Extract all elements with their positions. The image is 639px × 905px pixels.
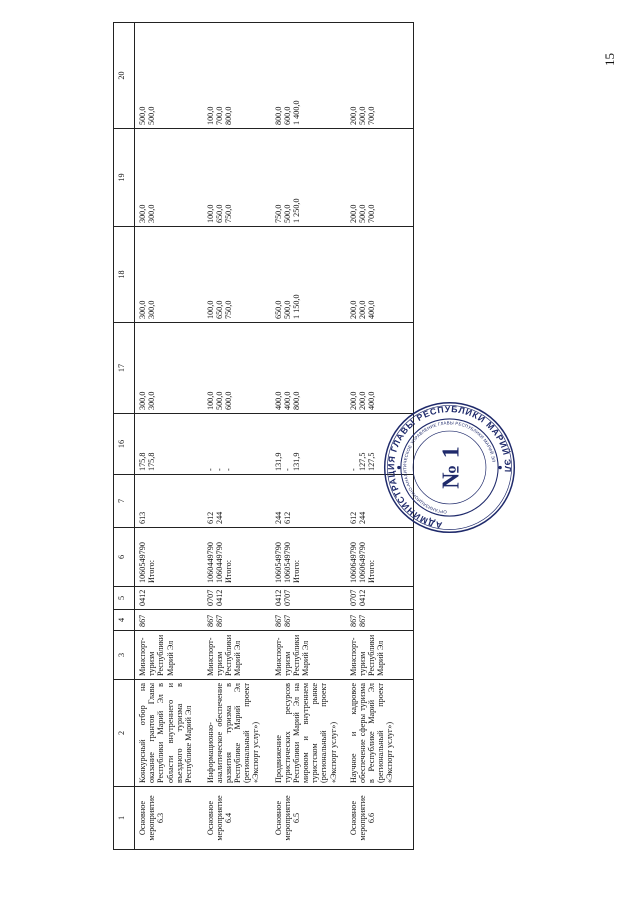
amount-value: 400,0: [366, 300, 376, 319]
total-label: Итого:: [291, 560, 301, 583]
code-value: 244: [357, 511, 367, 524]
amount-value: 400,0: [282, 391, 292, 410]
code-vr-cell: [135, 475, 203, 528]
amount-value: 300,0: [138, 391, 147, 410]
header-row: [114, 23, 135, 850]
code-csr-cell: [203, 528, 271, 587]
amount-value: 100,0: [205, 106, 215, 125]
header-col-6: 6: [114, 528, 135, 587]
code-value: 0707: [282, 589, 292, 606]
amount-value: 800,0: [273, 106, 283, 125]
total-label: Итого:: [223, 560, 233, 583]
code-value: 1060649790: [357, 542, 367, 583]
amount-value: 600,0: [223, 391, 233, 410]
code-grbs-cell: [271, 610, 346, 631]
amount-value: 127,5: [357, 452, 367, 471]
amount-value: 100,0: [205, 204, 215, 223]
total-label: Итого:: [147, 560, 157, 583]
code-grbs-cell: [203, 610, 271, 631]
amount-value: 300,0: [147, 391, 157, 410]
code-value: 867: [357, 614, 367, 627]
amount-18-cell: [135, 227, 203, 323]
measure-cell: Основное мероприятие 6.4: [203, 787, 271, 850]
page-number: 15: [602, 53, 617, 66]
code-value: 244: [273, 511, 283, 524]
code-value: 612: [282, 511, 292, 524]
code-vr-cell: [271, 475, 346, 528]
amount-value: 1 150,0: [291, 294, 301, 319]
amount-value: 750,0: [223, 300, 233, 319]
code-grbs-cell: [346, 610, 414, 631]
amount-16-cell: [135, 414, 203, 475]
code-csr-cell: [135, 528, 203, 587]
amount-value: 650,0: [214, 204, 224, 223]
amount-value: 300,0: [138, 300, 147, 319]
code-rzpr-cell: [203, 587, 271, 610]
code-value: 613: [138, 511, 147, 524]
header-col-5: 5: [114, 587, 135, 610]
header-col-7: 7: [114, 475, 135, 528]
amount-value: 300,0: [147, 204, 157, 223]
executor-cell: Минспорт-туризм Республики Марий Эл: [135, 631, 203, 680]
amount-17-cell: [135, 323, 203, 414]
amount-value: 600,0: [282, 106, 292, 125]
description-cell: Информационно-аналитическое обеспечение развития туризма в Республике Марий Эл (региональный проект «Экспорт услуг»): [203, 680, 271, 787]
amount-value: 500,0: [138, 106, 147, 125]
amount-value: 500,0: [147, 106, 157, 125]
code-value: 1060449790: [214, 542, 224, 583]
amount-20-cell: [135, 23, 203, 129]
code-value: 867: [348, 614, 358, 627]
official-seal-stamp: [382, 400, 517, 535]
code-value: 0707: [348, 589, 358, 606]
amount-16-cell: [271, 414, 346, 475]
amount-value: 400,0: [366, 391, 376, 410]
amount-value: 650,0: [214, 300, 224, 319]
executor-cell: Минспорт-туризм Республики Марий Эл: [203, 631, 271, 680]
code-value: 1060549790: [282, 542, 292, 583]
code-value: 867: [214, 614, 224, 627]
amount-value: 200,0: [348, 204, 358, 223]
executor-cell: Минспорт-туризм Республики Марий Эл: [271, 631, 346, 680]
code-value: 0412: [138, 589, 147, 606]
amount-value: 200,0: [357, 300, 367, 319]
code-vr-cell: [203, 475, 271, 528]
description-cell: Конкурсный отбор на оказание грантов Главы Республики Марий Эл в области внутреннего и въездного туризма в Республике Марий Эл: [135, 680, 203, 787]
header-col-1: 1: [114, 787, 135, 850]
amount-value: -: [205, 468, 215, 471]
amount-value: 200,0: [348, 106, 358, 125]
code-value: 1060649790: [348, 542, 358, 583]
code-rzpr-cell: [135, 587, 203, 610]
amount-value: 750,0: [223, 204, 233, 223]
header-col-19: 19: [114, 129, 135, 227]
amount-value: 300,0: [138, 204, 147, 223]
amount-19-cell: [135, 129, 203, 227]
amount-18-cell: [203, 227, 271, 323]
code-value: 1060549790: [138, 542, 147, 583]
header-col-18: 18: [114, 227, 135, 323]
amount-value: 175,8: [147, 452, 157, 471]
table-row: [203, 23, 271, 850]
code-value: 867: [282, 614, 292, 627]
code-value: 867: [273, 614, 283, 627]
table-row: [135, 23, 203, 850]
amount-value: 800,0: [223, 106, 233, 125]
amount-value: 175,8: [138, 452, 147, 471]
seal-inner-text: ОРГАНИЗАЦИОННО-АНАЛИТИЧЕСКОЕ УПРАВЛЕНИЕ ГЛАВЫ РЕСПУБЛИКИ МАРИЙ ЭЛ: [402, 420, 497, 515]
amount-20-cell: [203, 23, 271, 129]
header-col-16: 16: [114, 414, 135, 475]
amount-value: 500,0: [282, 300, 292, 319]
header-col-17: 17: [114, 323, 135, 414]
amount-value: 400,0: [273, 391, 283, 410]
code-value: 0707: [205, 589, 215, 606]
amount-20-cell: [346, 23, 414, 129]
code-value: 244: [214, 511, 224, 524]
amount-value: 131,9: [273, 452, 283, 471]
amount-18-cell: [271, 227, 346, 323]
code-value: 0412: [273, 589, 283, 606]
code-value: 612: [348, 511, 358, 524]
amount-value: 500,0: [357, 106, 367, 125]
amount-value: 200,0: [357, 391, 367, 410]
amount-value: 700,0: [366, 106, 376, 125]
amount-value: -: [282, 468, 292, 471]
description-cell: Научное и кадровое обеспечение сферы туризма в Республике Марий Эл (региональный проект «Экспорт услуг»): [346, 680, 414, 787]
code-value: 1060549790: [273, 542, 283, 583]
amount-19-cell: [271, 129, 346, 227]
table-row: [271, 23, 346, 850]
amount-value: 700,0: [366, 204, 376, 223]
code-csr-cell: [346, 528, 414, 587]
amount-value: 500,0: [357, 204, 367, 223]
header-col-3: 3: [114, 631, 135, 680]
seal-outer-text: АДМИНИСТРАЦИЯ ГЛАВЫ РЕСПУБЛИКИ МАРИЙ ЭЛ: [386, 404, 513, 531]
measure-cell: Основное мероприятие 6.6: [346, 787, 414, 850]
amount-value: -: [223, 468, 233, 471]
amount-value: 200,0: [348, 391, 358, 410]
header-col-2: 2: [114, 680, 135, 787]
amount-value: 1 250,0: [291, 198, 301, 223]
amount-value: 700,0: [214, 106, 224, 125]
amount-19-cell: [346, 129, 414, 227]
amount-20-cell: [271, 23, 346, 129]
code-value: 612: [205, 511, 215, 524]
code-value: 1060449790: [205, 542, 215, 583]
amount-18-cell: [346, 227, 414, 323]
amount-value: 800,0: [291, 391, 301, 410]
amount-value: 131,9: [291, 452, 301, 471]
amount-value: 300,0: [147, 300, 157, 319]
amount-value: 500,0: [214, 391, 224, 410]
amount-value: 500,0: [282, 204, 292, 223]
seal-number: № 1: [437, 446, 465, 489]
code-value: 867: [205, 614, 215, 627]
code-value: 867: [138, 614, 147, 627]
code-grbs-cell: [135, 610, 203, 631]
amount-value: 100,0: [205, 391, 215, 410]
amount-17-cell: [203, 323, 271, 414]
amount-value: 100,0: [205, 300, 215, 319]
amount-value: 127,5: [366, 452, 376, 471]
rotated-table-sheet: [113, 35, 414, 850]
amount-16-cell: [203, 414, 271, 475]
total-label: Итого:: [366, 560, 376, 583]
amount-value: 650,0: [273, 300, 283, 319]
code-value: 0412: [357, 589, 367, 606]
amount-value: -: [348, 468, 358, 471]
amount-value: -: [214, 468, 224, 471]
header-col-20: 20: [114, 23, 135, 129]
amount-value: 1 400,0: [291, 100, 301, 125]
code-rzpr-cell: [271, 587, 346, 610]
executor-cell: Минспорт-туризм Республики Марий Эл: [346, 631, 414, 680]
code-csr-cell: [271, 528, 346, 587]
measure-cell: Основное мероприятие 6.5: [271, 787, 346, 850]
amount-17-cell: [271, 323, 346, 414]
amount-19-cell: [203, 129, 271, 227]
description-cell: Продвижение туристических ресурсов Республики Марий Эл на мировом и внутреннем туристском рынке (региональный проект «Экспорт услуг»): [271, 680, 346, 787]
amount-value: 200,0: [348, 300, 358, 319]
amount-value: 750,0: [273, 204, 283, 223]
budget-table: [113, 22, 414, 850]
code-value: 0412: [214, 589, 224, 606]
header-col-4: 4: [114, 610, 135, 631]
code-rzpr-cell: [346, 587, 414, 610]
measure-cell: Основное мероприятие 6.3: [135, 787, 203, 850]
